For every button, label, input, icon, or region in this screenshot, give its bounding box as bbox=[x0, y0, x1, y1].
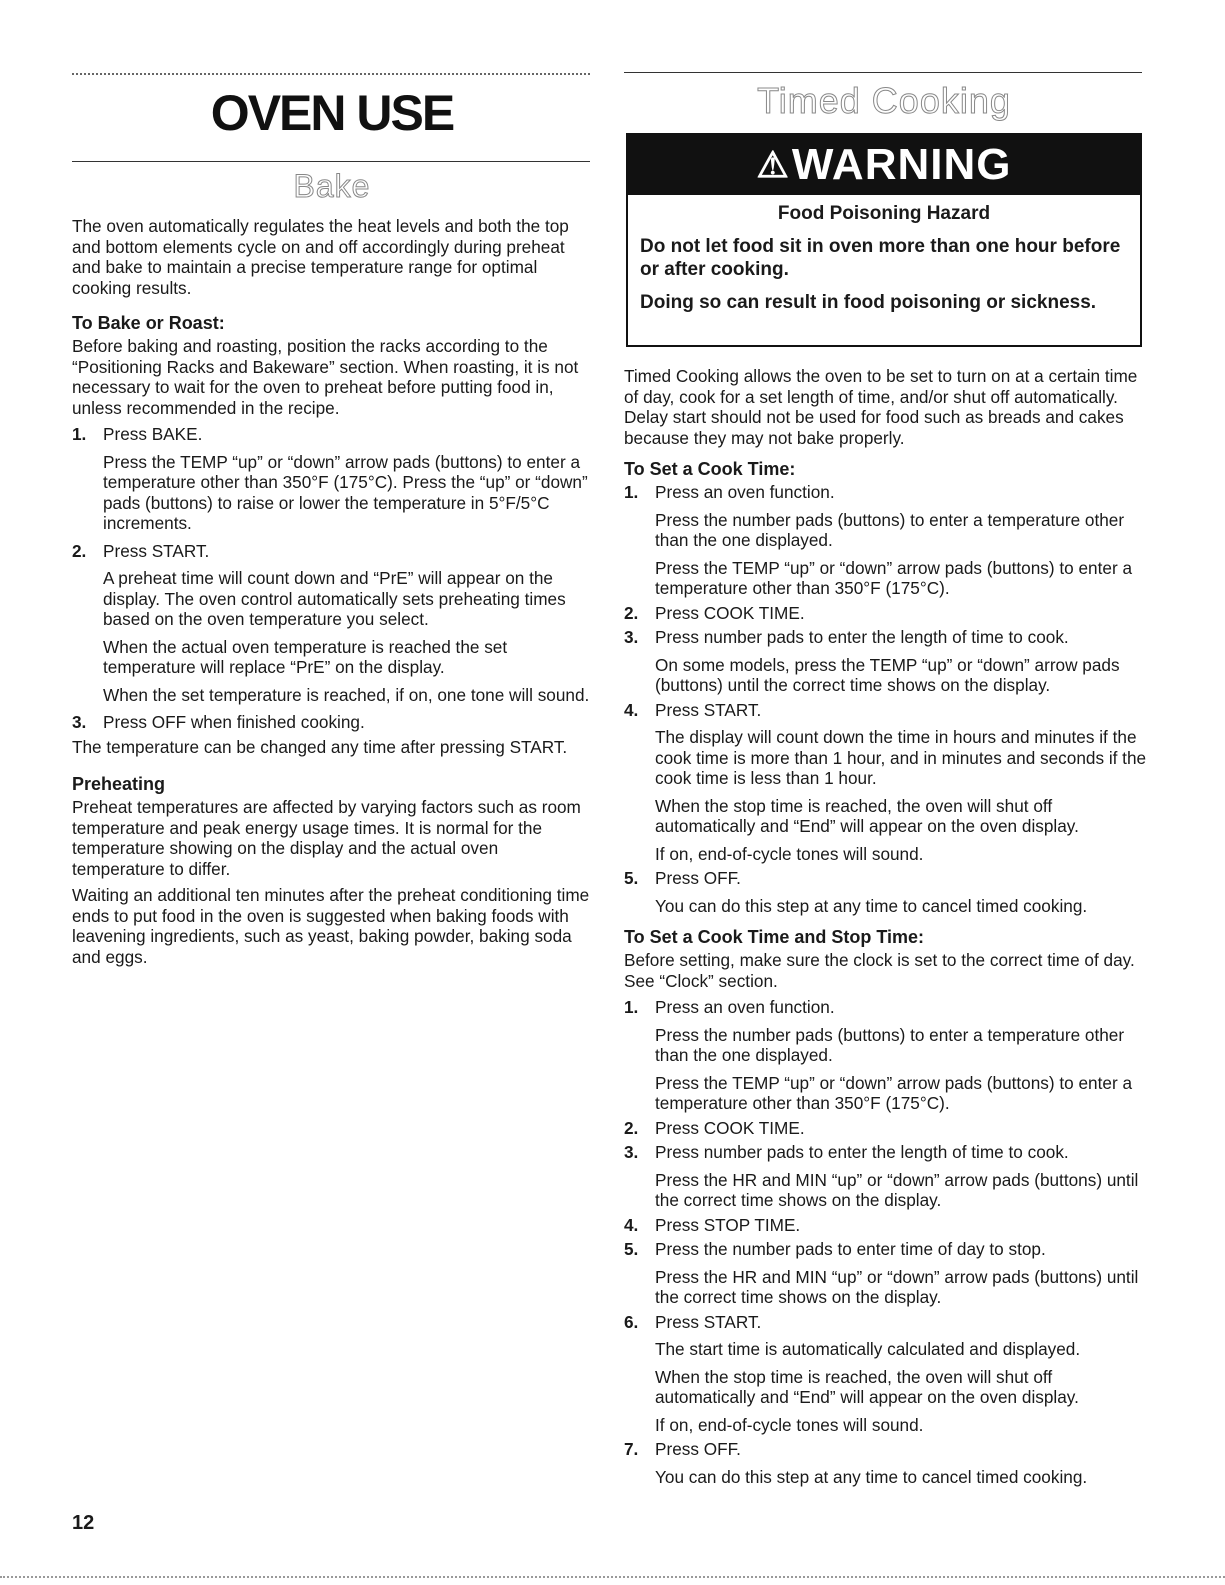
left-column bbox=[72, 216, 592, 967]
right-column bbox=[624, 366, 1154, 1487]
list-item: 2. Press COOK TIME. bbox=[624, 1117, 805, 1138]
list-item: 4. Press START. The display will count down the time in hours and minutes if the cook time is more than 1 hour, and in minutes and seconds if the cook time is less than 1 hour. When the stop time is reached, the oven will shut off automatically and “End” will appear on the oven display. If on, end-of-cycle tones will sound. bbox=[624, 699, 1147, 864]
bake-steps-list bbox=[72, 424, 592, 733]
warning-line-1: Do not let food sit in oven more than one hour before or after cooking. bbox=[640, 236, 1121, 280]
cook-time-steps-list bbox=[624, 482, 1154, 916]
warning-hazard-title: Food Poisoning Hazard bbox=[777, 203, 991, 224]
page-title: OVEN USE bbox=[210, 85, 454, 141]
list-item: 1. Press an oven function. Press the number pads (buttons) to enter a temperature other than the one displayed. Press the TEMP “up” or “down” arrow pads (buttons) to enter a temperature other than 350°F (175°C). bbox=[624, 997, 1133, 1113]
warning-box bbox=[626, 133, 1142, 347]
list-item: 7. Press OFF. You can do this step at any time to cancel timed cooking. bbox=[624, 1439, 1088, 1487]
title-underline-rule bbox=[72, 161, 590, 162]
cook-time-heading: To Set a Cook Time: bbox=[624, 459, 796, 479]
warning-label: WARNING bbox=[791, 140, 1012, 189]
cook-stop-time-heading: To Set a Cook Time and Stop Time: bbox=[624, 927, 925, 947]
list-item: 6. Press START. The start time is automatically calculated and displayed. When the stop time is reached, the oven will shut off automatically and “End” will appear on the oven display. If on, end-of-cycle tones will sound. bbox=[624, 1311, 1081, 1435]
bottom-dotted-border bbox=[0, 1576, 1225, 1578]
top-rule-right bbox=[624, 72, 1142, 73]
preheating-paragraph-1: Preheat temperatures are affected by varying factors such as room temperature and peak energy usage times. It is normal for the temperature showing on the display and the actual oven temperature to differ. bbox=[72, 797, 581, 879]
preheating-heading: Preheating bbox=[72, 774, 166, 794]
preheating-paragraph-2: Waiting an additional ten minutes after the preheat conditioning time ends to put food in the oven is suggested when baking foods with leavening ingredients, such as yeast, baking powder, baking soda and eggs. bbox=[72, 885, 590, 967]
list-item: 2. Press START. A preheat time will count down and “PrE” will appear on the display. The oven control automatically sets preheating times based on the oven temperature you select. When the actual oven temperature is reached the set temperature will replace “PrE” on the display. When the set temperature is reached, if on, one tone will sound. bbox=[72, 540, 590, 705]
bake-roast-heading: To Bake or Roast: bbox=[72, 313, 225, 333]
section-title-timed-cooking: Timed Cooking bbox=[757, 80, 1011, 121]
list-item: 1. Press an oven function. Press the number pads (buttons) to enter a temperature other than the one displayed. Press the TEMP “up” or “down” arrow pads (buttons) to enter a temperature other than 350°F (175°C). bbox=[624, 482, 1133, 598]
list-item: 5. Press the number pads to enter time of day to stop. Press the HR and MIN “up” or “down” arrow pads (buttons) until the correct time shows on the display. bbox=[624, 1239, 1139, 1307]
warning-line-2: Doing so can result in food poisoning or sickness. bbox=[640, 292, 1097, 313]
list-item: 3. Press OFF when finished cooking. bbox=[72, 712, 365, 732]
top-dotted-rule-left bbox=[72, 73, 590, 75]
cook-stop-time-steps-list bbox=[624, 997, 1154, 1487]
bake-roast-intro: Before baking and roasting, position the racks according to the “Positioning Racks and Bakeware” section. When roasting, it is not necessary to wait for the oven to preheat before putting food in, unless recommended in the recipe. bbox=[72, 336, 579, 418]
warning-triangle-icon: ⚠ bbox=[756, 144, 790, 185]
bake-after-note: The temperature can be changed any time after pressing START. bbox=[72, 736, 568, 757]
list-item: 2. Press COOK TIME. bbox=[624, 602, 805, 623]
list-item: 1. Press BAKE. Press the TEMP “up” or “down” arrow pads (buttons) to enter a temperature other than 350°F (175°C). Press the “up” or “down” pads (buttons) to raise or lower the temperature in 5°F/5°C increments. bbox=[72, 424, 588, 533]
timed-cooking-intro: Timed Cooking allows the oven to be set to turn on at a certain time of day, cook for a set length of time, and/or shut off automatically. Delay start should not be used for food such as breads and cakes because they may not bake properly. bbox=[624, 366, 1138, 448]
bake-intro: The oven automatically regulates the heat levels and both the top and bottom elements cycle on and off accordingly during preheat and bake to maintain a precise temperature range for optimal cooking results. bbox=[72, 216, 569, 298]
cook-stop-time-intro: Before setting, make sure the clock is set to the correct time of day. See “Clock” section. bbox=[624, 950, 1135, 991]
list-item: 4. Press STOP TIME. bbox=[624, 1214, 801, 1235]
list-item: 5. Press OFF. You can do this step at any time to cancel timed cooking. bbox=[624, 868, 1088, 916]
warning-header bbox=[628, 135, 1140, 195]
list-item: 3. Press number pads to enter the length of time to cook. On some models, press the TEMP “up” or “down” arrow pads (buttons) until the correct time shows on the display. bbox=[624, 627, 1120, 695]
page-number: 12 bbox=[72, 1512, 95, 1534]
list-item: 3. Press number pads to enter the length of time to cook. Press the HR and MIN “up” or “down” arrow pads (buttons) until the correct time shows on the display. bbox=[624, 1142, 1139, 1210]
section-title-bake: Bake bbox=[293, 168, 371, 204]
